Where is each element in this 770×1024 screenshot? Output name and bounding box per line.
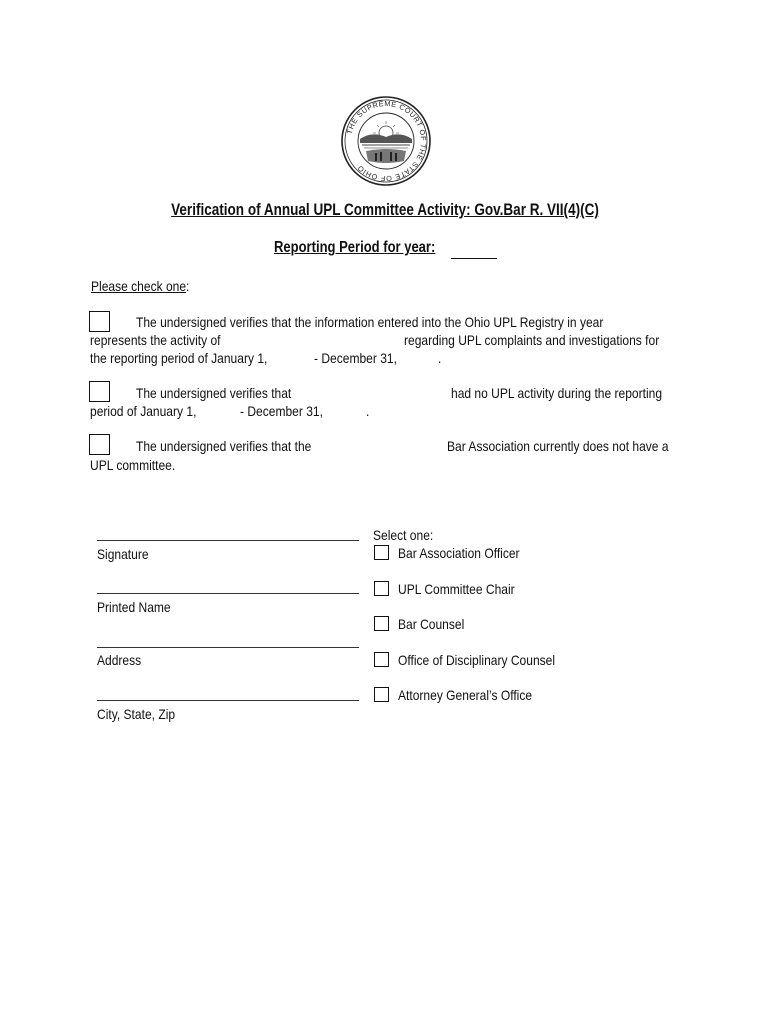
reporting-year-field[interactable] bbox=[451, 258, 497, 259]
upl-committee-chair-checkbox[interactable] bbox=[374, 581, 389, 596]
select-one-label: Select one: bbox=[373, 527, 434, 543]
option-2-line1a: The undersigned verifies that bbox=[136, 385, 292, 401]
bar-counsel-checkbox[interactable] bbox=[374, 616, 389, 631]
attorney-generals-office-label: Attorney General’s Office bbox=[398, 687, 533, 703]
option-2-checkbox[interactable] bbox=[89, 381, 110, 402]
svg-text:THE SUPREME COURT OF THE STATE: THE SUPREME COURT OF THE STATE OF OHIO bbox=[344, 98, 429, 184]
city-state-zip-line[interactable] bbox=[97, 700, 359, 701]
option-2-line2c: . bbox=[366, 403, 370, 419]
option-3-checkbox[interactable] bbox=[89, 434, 110, 455]
option-3-line2: UPL committee. bbox=[90, 457, 176, 473]
office-of-disciplinary-counsel-checkbox[interactable] bbox=[374, 652, 389, 667]
bar-association-officer-checkbox[interactable] bbox=[374, 545, 389, 560]
address-line[interactable] bbox=[97, 647, 359, 648]
form-title: Verification of Annual UPL Committee Activity: Gov.Bar R. VII(4)(C) bbox=[171, 201, 599, 219]
option-2-line2b: - December 31, bbox=[240, 403, 323, 419]
city-state-zip-label: City, State, Zip bbox=[97, 706, 176, 722]
signature-line[interactable] bbox=[97, 540, 359, 541]
reporting-period-text: Reporting Period for year: bbox=[274, 239, 436, 256]
upl-committee-chair-label: UPL Committee Chair bbox=[398, 581, 515, 597]
attorney-generals-office-checkbox[interactable] bbox=[374, 687, 389, 702]
bar-counsel-label: Bar Counsel bbox=[398, 616, 465, 632]
address-label: Address bbox=[97, 652, 142, 668]
option-2-line1b: had no UPL activity during the reporting bbox=[451, 385, 663, 401]
option-1-line3b: - December 31, bbox=[314, 350, 397, 366]
check-one-instruction: Please check one: bbox=[91, 278, 190, 294]
option-2-line2a: period of January 1, bbox=[90, 403, 197, 419]
option-1-line1: The undersigned verifies that the information entered into the Ohio UPL Registry in year bbox=[136, 314, 604, 330]
printed-name-label: Printed Name bbox=[97, 599, 171, 615]
reporting-period-label bbox=[274, 239, 435, 257]
option-1-checkbox[interactable] bbox=[89, 311, 110, 332]
signature-label: Signature bbox=[97, 546, 149, 562]
supreme-court-of-ohio-seal bbox=[340, 95, 432, 187]
option-1-line3a: the reporting period of January 1, bbox=[90, 350, 268, 366]
option-3-line1a: The undersigned verifies that the bbox=[136, 438, 312, 454]
bar-association-officer-label: Bar Association Officer bbox=[398, 545, 520, 561]
printed-name-line[interactable] bbox=[97, 593, 359, 594]
option-1-line2a: represents the activity of bbox=[90, 332, 221, 348]
option-1-line2b: regarding UPL complaints and investigations for bbox=[404, 332, 660, 348]
option-1-line3c: . bbox=[438, 350, 442, 366]
option-3-line1b: Bar Association currently does not have a bbox=[447, 438, 669, 454]
office-of-disciplinary-counsel-label: Office of Disciplinary Counsel bbox=[398, 652, 556, 668]
